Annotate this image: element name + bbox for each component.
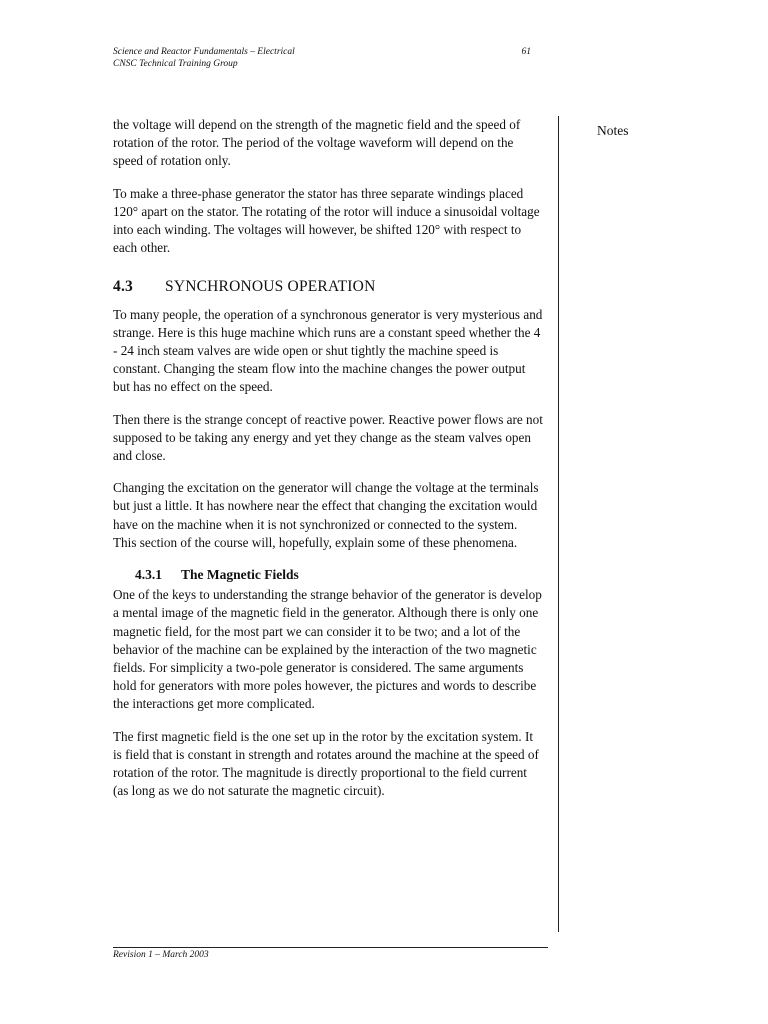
section-title: SYNCHRONOUS OPERATION bbox=[165, 278, 376, 296]
organization-name: CNSC Technical Training Group bbox=[113, 59, 238, 69]
footer-divider bbox=[113, 947, 548, 948]
notes-divider bbox=[558, 116, 559, 932]
paragraph: Changing the excitation on the generator will change the voltage at the terminals but just a little. It has nowhere near the effect that changing the excitation would have on the machine when it is not synchronized or connected to the system. This section of the course will, hopefully, explain some of these phenomena. bbox=[113, 480, 539, 550]
paragraph: One of the keys to understanding the strange behavior of the generator is develop a mental image of the magnetic field in the generator. Although there is only one magnetic field, for the most part we can consider it to be two; and a lot of the behavior of the machine can be explained by the interaction of the two magnetic fields. For simplicity a two-pole generator is considered. The same arguments hold for generators with more poles however, the pictures and words to describe the interactions get more complicated. bbox=[113, 587, 542, 712]
section-number: 4.3 bbox=[113, 278, 133, 296]
paragraph: The first magnetic field is the one set up in the rotor by the excitation system. It is field that is constant in strength and rotates around the machine at the speed of rotation of the rotor. The magnitude is directly proportional to the field current (as long as we do not saturate the magnetic circuit). bbox=[113, 728, 539, 799]
paragraph: the voltage will depend on the strength of the magnetic field and the speed of rotation of the rotor. The period of the voltage waveform will depend on the speed of rotation only. bbox=[113, 117, 521, 169]
paragraph: Then there is the strange concept of reactive power. Reactive power flows are not supposed to be taking any energy and yet they change as the steam valves open and close. bbox=[113, 411, 543, 464]
main-content bbox=[113, 116, 543, 815]
subsection-heading bbox=[135, 566, 543, 584]
document-title: Science and Reactor Fundamentals – Electrical bbox=[113, 47, 295, 57]
paragraph: To make a three-phase generator the stator has three separate windings placed 120° apart on the stator. The rotating of the rotor will induce a sinusoidal voltage into each winding. The voltages will however, be shifted 120° with respect to each other. bbox=[113, 185, 540, 256]
subsection-number: 4.3.1 bbox=[135, 567, 162, 583]
revision-footer: Revision 1 – March 2003 bbox=[113, 950, 209, 960]
paragraph: To many people, the operation of a synchronous generator is very mysterious and strange. Here is this huge machine which runs are a constant speed whether the 4 - 24 inch steam valves are wide open or shut tightly the machine speed is constant. Changing the steam flow into the machine changes the power output but has no effect on the speed. bbox=[113, 306, 543, 395]
notes-label: Notes bbox=[597, 123, 629, 138]
subsection-title: The Magnetic Fields bbox=[181, 567, 299, 583]
page-header bbox=[113, 46, 543, 70]
page-number: 61 bbox=[521, 47, 531, 57]
section-heading bbox=[113, 278, 543, 296]
